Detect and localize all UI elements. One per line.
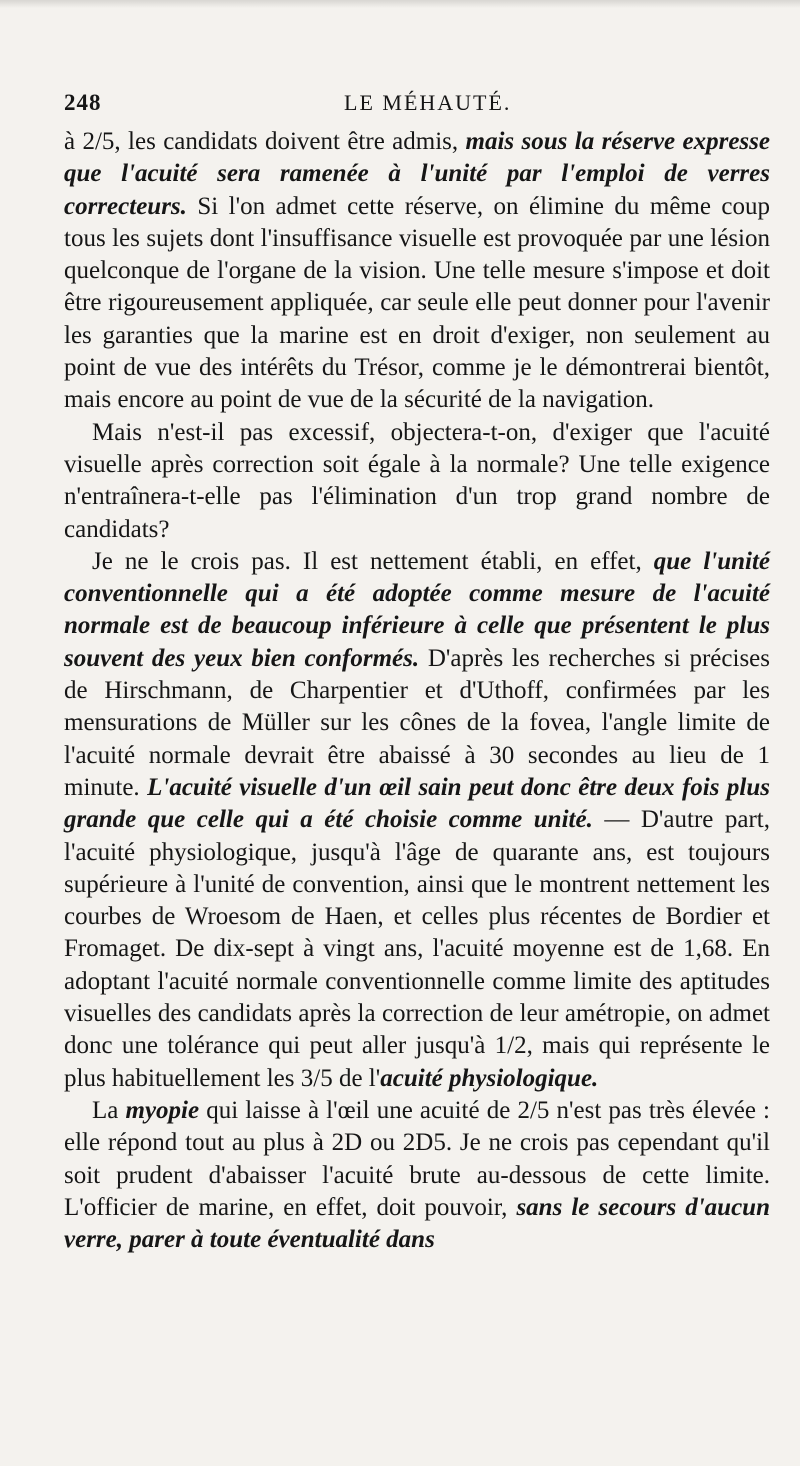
text-segment: — D'autre part, l'acuité physiologique, jusqu'à l'âge de quarante ans, est toujours supérieure à l'unité de convention, ainsi que le montrent nettement les courbes de Wroesom de Haen, et celles plus récentes de Bordier et Fromaget. De dix-sept à vingt ans, l'acuité moyenne est de 1,68. En adoptant l'acuité normale conventionnelle comme limite des aptitudes visuelles des candidats après la correction de leur amétropie, on admet donc une tolérance qui peut aller jusqu'à 1/2, mais qui représente le plus habituellement les 3/5 de l' xyxy=(64,806,770,1092)
italic-segment: mais sous la réserve expresse que l'acuité sera ramenée à l'unité par l'emploi de verres correcteurs. xyxy=(64,128,770,220)
italic-segment: myopie xyxy=(125,1096,200,1124)
text-segment: Mais n'est-il pas excessif, objectera-t-on, d'exiger que l'acuité visuelle après correction soit égale à la normale? Une telle exigence n'entraînera-t-elle pas l'élimination d'un trop grand nombre de candidats? xyxy=(64,418,770,543)
running-head: LE MÉHAUTÉ. xyxy=(344,90,512,115)
italic-segment: que l'unité conventionnelle qui a été adoptée comme mesure de l'acuité normale est de beaucoup inférieure à celle que présentent le plus souvent des yeux bien conformés. xyxy=(64,547,771,672)
paragraph-1 xyxy=(64,126,770,417)
text-segment: Si l'on admet cette réserve, on élimine du même coup tous les sujets dont l'insuffisance visuelle est provoquée par une lésion quelconque de l'organe de la vision. Une telle mesure s'impose et doit être rigoureusement appliquée, car seule elle peut donner pour l'avenir les garanties que la marine est en droit d'exiger, non seulement au point de vue des intérêts du Trésor, comme je le démontrerai bientôt, mais encore au point de vue de la sécurité de la navigation. xyxy=(64,192,770,414)
text-segment: qui laisse à l'œil une acuité de 2/5 n'est pas très élevée : elle répond tout au plus à 2D ou 2D5. Je ne crois pas cependant qu'il soit prudent d'abaisser l'acuité brute au-dessous de cette limite. L'officier de marine, en effet, doit pouvoir, xyxy=(64,1096,770,1221)
text-segment: Je ne le crois pas. Il est nettement établi, en effet, xyxy=(92,547,654,575)
page-header xyxy=(64,90,770,126)
text-segment: D'après les recherches si précises de Hirschmann, de Charpentier et d'Uthoff, confirmées par les mensurations de Müller sur les cônes de la fovea, l'angle limite de l'acuité normale devrait être abaissé à 30 secondes au lieu de 1 minute. xyxy=(64,644,770,801)
italic-segment: acuité physiologique. xyxy=(380,1064,599,1092)
text-segment: à 2/5, les candidats doivent être admis, xyxy=(64,128,466,155)
text-segment: La xyxy=(92,1096,126,1124)
scan-edge xyxy=(0,0,800,8)
page-number: 248 xyxy=(64,90,102,115)
italic-segment: sans le secours d'aucun verre, parer à toute éventualité dans xyxy=(64,1193,770,1254)
paragraph-4 xyxy=(64,1095,770,1256)
italic-segment: L'acuité visuelle d'un œil sain peut donc être deux fois plus grande que celle qui a été choisie comme unité. xyxy=(64,773,770,834)
paragraph-3 xyxy=(64,546,770,1095)
paragraph-2 xyxy=(64,417,770,546)
body-text xyxy=(64,126,770,1256)
